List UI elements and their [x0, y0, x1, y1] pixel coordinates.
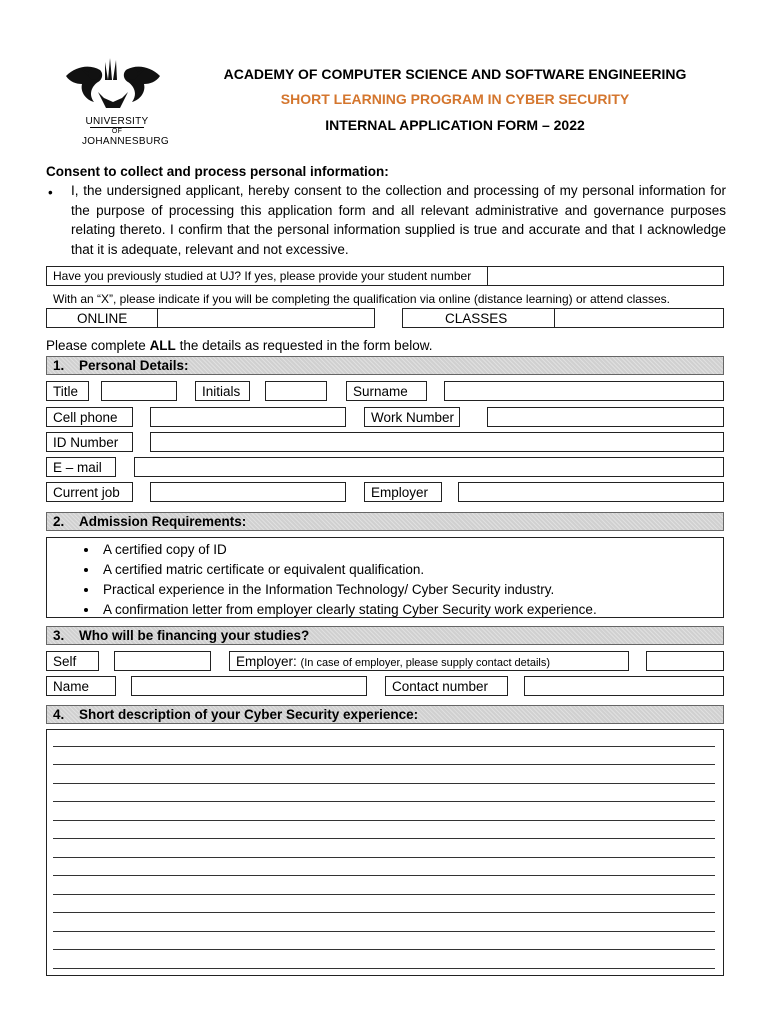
surname-field[interactable]: [444, 381, 724, 401]
email-label: E – mail: [46, 457, 116, 477]
form-title: INTERNAL APPLICATION FORM – 2022: [325, 117, 585, 133]
online-label: ONLINE: [46, 308, 158, 328]
cell-phone-field[interactable]: [150, 407, 346, 427]
consent-heading: Consent to collect and process personal information:: [46, 164, 389, 179]
requirements-box: [46, 537, 724, 618]
writing-line: [53, 912, 715, 913]
id-number-field[interactable]: [150, 432, 724, 452]
classes-checkbox[interactable]: [554, 308, 724, 328]
cell-phone-label: Cell phone: [46, 407, 133, 427]
logo-line-2: OF: [90, 127, 144, 136]
writing-line: [53, 931, 715, 932]
section-3-header: 3. Who will be financing your studies?: [46, 626, 724, 645]
employer-financing-checkbox[interactable]: [646, 651, 724, 671]
requirements-list: [47, 540, 723, 620]
writing-line: [53, 894, 715, 895]
current-job-field[interactable]: [150, 482, 346, 502]
university-logo: [58, 52, 168, 148]
writing-line: [53, 783, 715, 784]
contact-number-label: Contact number: [385, 676, 508, 696]
program-title: SHORT LEARNING PROGRAM IN CYBER SECURITY: [280, 91, 630, 107]
writing-line: [53, 746, 715, 747]
writing-line: [53, 764, 715, 765]
logo-line-1: UNIVERSITY: [85, 116, 149, 127]
consent-text: I, the undersigned applicant, hereby consent to the collection and processing of my personal information for the purpose of processing this application form and all relevant administrative and governance purposes relating thereto. I confirm that the personal information supplied is true and accurate and that I acknowledge that it is adequate, relevant and not excessive.: [71, 183, 726, 257]
writing-line: [53, 875, 715, 876]
bird-emblem-icon: [58, 52, 168, 114]
employer-financing-label: Employer: (In case of employer, please supply contact details): [229, 651, 629, 671]
prior-study-question: Have you previously studied at UJ? If yes, please provide your student number: [46, 266, 488, 286]
employer-field[interactable]: [458, 482, 724, 502]
surname-label: Surname: [346, 381, 427, 401]
writing-line: [53, 820, 715, 821]
initials-label: Initials: [195, 381, 250, 401]
writing-line: [53, 838, 715, 839]
mode-instruction: With an “X”, please indicate if you will be completing the qualification via online (distance learning) or attend classes.: [53, 292, 670, 306]
list-item: • A certified matric certificate or equivalent qualification.: [99, 560, 723, 580]
academy-title: ACADEMY OF COMPUTER SCIENCE AND SOFTWARE ENGINEERING: [223, 66, 687, 82]
employer-label: Employer: [364, 482, 442, 502]
id-number-label: ID Number: [46, 432, 133, 452]
section-2-header: 2. Admission Requirements:: [46, 512, 724, 531]
self-checkbox[interactable]: [114, 651, 211, 671]
initials-field[interactable]: [265, 381, 327, 401]
logo-line-3: JOHANNESBURG: [82, 136, 169, 147]
contact-number-field[interactable]: [524, 676, 724, 696]
writing-line: [53, 968, 715, 969]
title-label: Title: [46, 381, 89, 401]
writing-line: [53, 949, 715, 950]
title-field[interactable]: [101, 381, 177, 401]
self-label: Self: [46, 651, 99, 671]
list-item: • Practical experience in the Information Technology/ Cyber Security industry.: [99, 580, 723, 600]
name-label: Name: [46, 676, 116, 696]
experience-textarea[interactable]: [46, 729, 724, 976]
current-job-label: Current job: [46, 482, 133, 502]
work-number-label: Work Number: [364, 407, 460, 427]
writing-line: [53, 801, 715, 802]
student-number-field[interactable]: [487, 266, 724, 286]
work-number-field[interactable]: [487, 407, 724, 427]
section-1-header: 1. Personal Details:: [46, 356, 724, 375]
consent-bullet: •: [48, 185, 53, 200]
list-item: • A confirmation letter from employer clearly stating Cyber Security work experience.: [99, 600, 723, 620]
online-checkbox[interactable]: [157, 308, 375, 328]
classes-label: CLASSES: [402, 308, 555, 328]
list-item: • A certified copy of ID: [99, 540, 723, 560]
name-field[interactable]: [131, 676, 367, 696]
email-field[interactable]: [134, 457, 724, 477]
writing-line: [53, 857, 715, 858]
section-4-header: 4. Short description of your Cyber Security experience:: [46, 705, 724, 724]
complete-instruction: Please complete ALL the details as requested in the form below.: [46, 338, 433, 353]
